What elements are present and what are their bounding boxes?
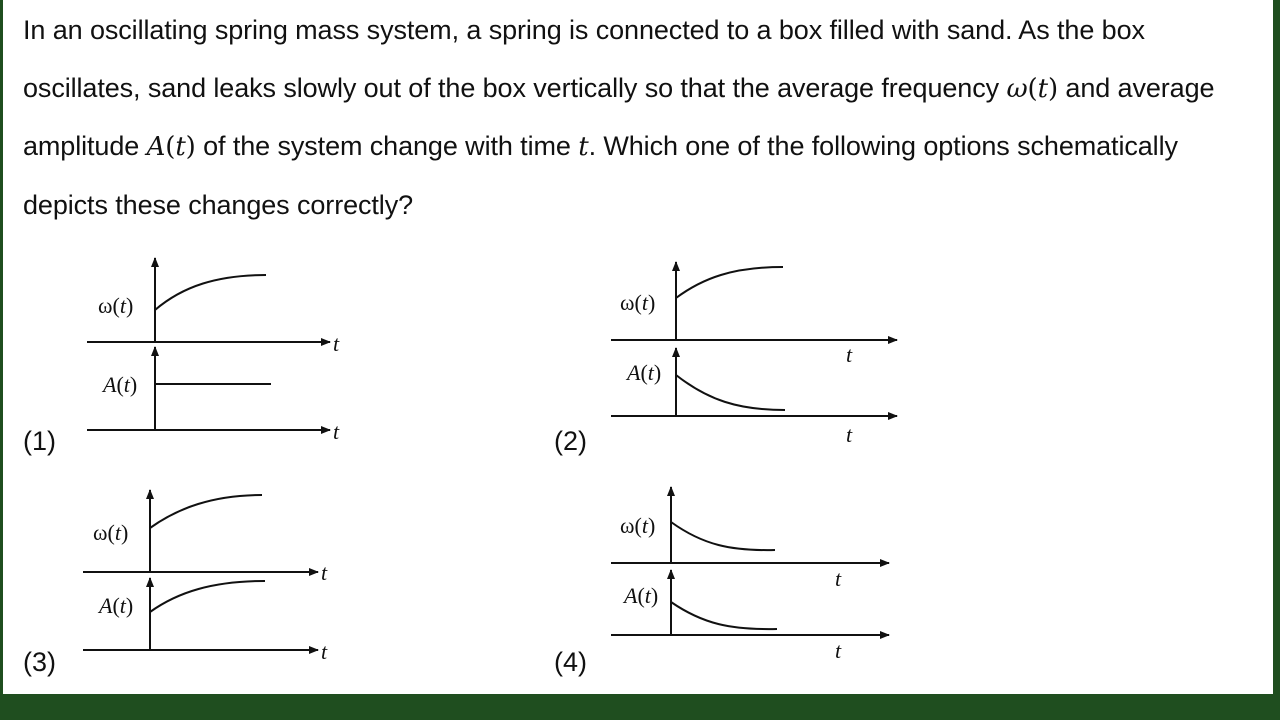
question-part-4: . Which one of the following options schematically depicts these changes correctly? [23, 131, 1178, 220]
option-1-graph[interactable] [87, 258, 340, 444]
options-graphs [3, 0, 1273, 694]
slide-page [3, 0, 1273, 694]
option-1-amp-t-label: t [333, 419, 340, 444]
option-2-amp-t-label: t [846, 422, 853, 447]
option-1-amp-label: A(t) [103, 372, 138, 397]
option-4-amp-curve [671, 602, 777, 629]
option-2-omega-curve [676, 267, 783, 298]
option-3-omega-label: ω(t) [93, 520, 129, 545]
option-3-omega-curve [150, 495, 262, 528]
option-3-omega-t-label: t [321, 560, 328, 585]
option-1-number[interactable]: (1) [23, 426, 56, 456]
option-4-amp-label: A(t) [624, 583, 659, 608]
paren-close: ) [1047, 73, 1058, 104]
time-symbol: t [578, 132, 589, 162]
option-4-omega-t-label: t [835, 566, 842, 591]
option-4-amp-t-label: t [835, 638, 842, 663]
option-4-number[interactable]: (4) [554, 647, 587, 677]
option-3-amp-curve [150, 581, 265, 612]
option-3-amp-t-label: t [321, 639, 328, 664]
time-symbol: t [1037, 73, 1048, 104]
option-1-omega-curve [155, 275, 266, 310]
question-part-2: and average amplitude [23, 72, 1215, 161]
amplitude-symbol: A [146, 132, 166, 162]
option-1-omega-t-label: t [333, 331, 340, 356]
option-4-omega-curve [671, 522, 775, 550]
option-2-amp-label: A(t) [627, 360, 662, 385]
option-2-omega-t-label: t [846, 342, 853, 367]
option-4-graph[interactable] [611, 487, 889, 663]
paren-close: ) [185, 132, 196, 162]
option-2-graph[interactable] [611, 262, 897, 447]
paren-open: ( [1027, 73, 1038, 104]
omega-symbol: ω [1006, 73, 1028, 104]
option-3-number[interactable]: (3) [23, 647, 56, 677]
option-1-omega-label: ω(t) [98, 293, 134, 318]
paren-open: ( [165, 132, 176, 162]
option-3-amp-label: A(t) [99, 593, 134, 618]
option-3-graph[interactable] [83, 490, 328, 664]
option-4-omega-label: ω(t) [620, 513, 656, 538]
question-part-3: of the system change with time [195, 131, 579, 161]
question-part-1: In an oscillating spring mass system, a spring is connected to a box filled with sand. As the box oscillates, sand leaks slowly out of the box vertically so that the average frequency [23, 15, 1145, 103]
option-2-number[interactable]: (2) [554, 426, 587, 456]
time-symbol: t [175, 132, 186, 162]
option-2-omega-label: ω(t) [620, 290, 656, 315]
option-2-amp-curve [676, 375, 785, 410]
